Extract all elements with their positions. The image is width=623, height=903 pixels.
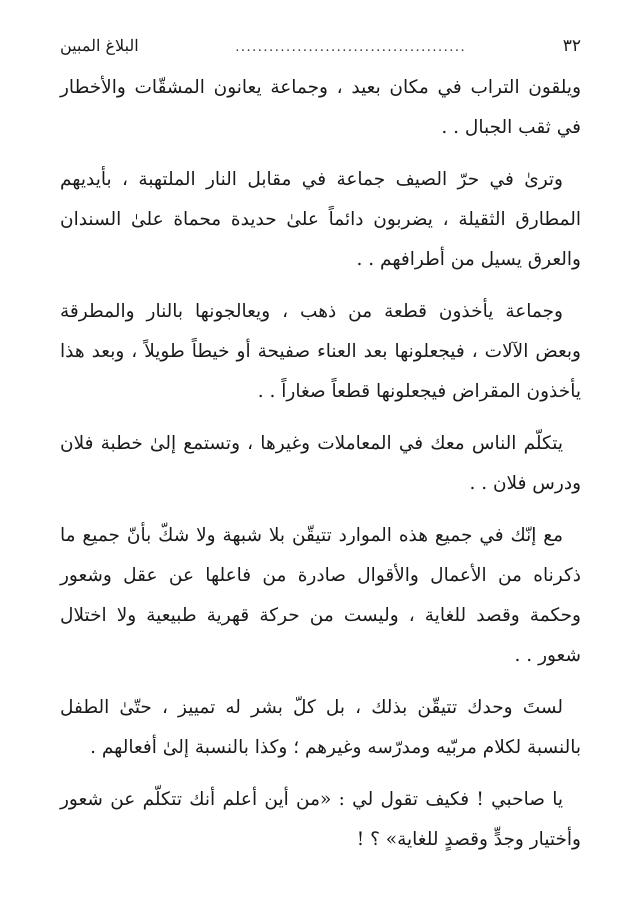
paragraph-7: يا صاحبي ! فكيف تقول لي : «من أين أعلم أنك تتكلّم عن شعور وأختيار وجدٍّ وقصدٍ للغاية» ؟ ! bbox=[60, 789, 581, 850]
running-header bbox=[60, 28, 581, 64]
paragraph-5: مع إنّك في جميع هذه الموارد تتيقّن بلا شبهة ولا شكّ بأنّ جميع ما ذكرناه من الأعمال والأقوال صادرة من فاعلها عن عقل وشعور وحكمة وقصد للغاية ، وليست من حركة قهرية طبيعية ولا اختلال شعور . . bbox=[60, 525, 581, 666]
paragraph-1: ويلقون التراب في مكان بعيد ، وجماعة يعانون المشقّات والأخطار في ثقب الجبال . . bbox=[60, 77, 581, 138]
paragraph-6: لستَ وحدك تتيقّن بذلك ، بل كلّ بشر له تمييز ، حتّىٰ الطفل بالنسبة لكلام مربّيه ومدرّسه وغيرهم ؛ وكذا بالنسبة إلىٰ أفعالهم . bbox=[60, 697, 581, 758]
page-number: ٣٢ bbox=[562, 36, 581, 56]
paragraph-4: يتكلّم الناس معك في المعاملات وغيرها ، وتستمع إلىٰ خطبة فلان ودرس فلان . . bbox=[60, 433, 581, 494]
paragraph-2: وترىٰ في حرّ الصيف جماعة في مقابل النار الملتهبة ، بأيديهم المطارق الثقيلة ، يضربون دائماً علىٰ حديدة محماة علىٰ السندان والعرق يسيل من أطرافهم . . bbox=[60, 169, 581, 270]
paragraph-3: وجماعة يأخذون قطعة من ذهب ، ويعالجونها بالنار والمطرقة وبعض الآلات ، فيجعلونها بعد العناء صفيحة أو خيطاً طويلاً ، وبعد هذا يأخذون المقراض فيجعلونها قطعاً صغاراً . . bbox=[60, 301, 581, 402]
dot-leader: ......................................... bbox=[235, 40, 467, 55]
book-title: البلاغ المبين bbox=[60, 36, 139, 55]
body-text bbox=[60, 68, 581, 860]
